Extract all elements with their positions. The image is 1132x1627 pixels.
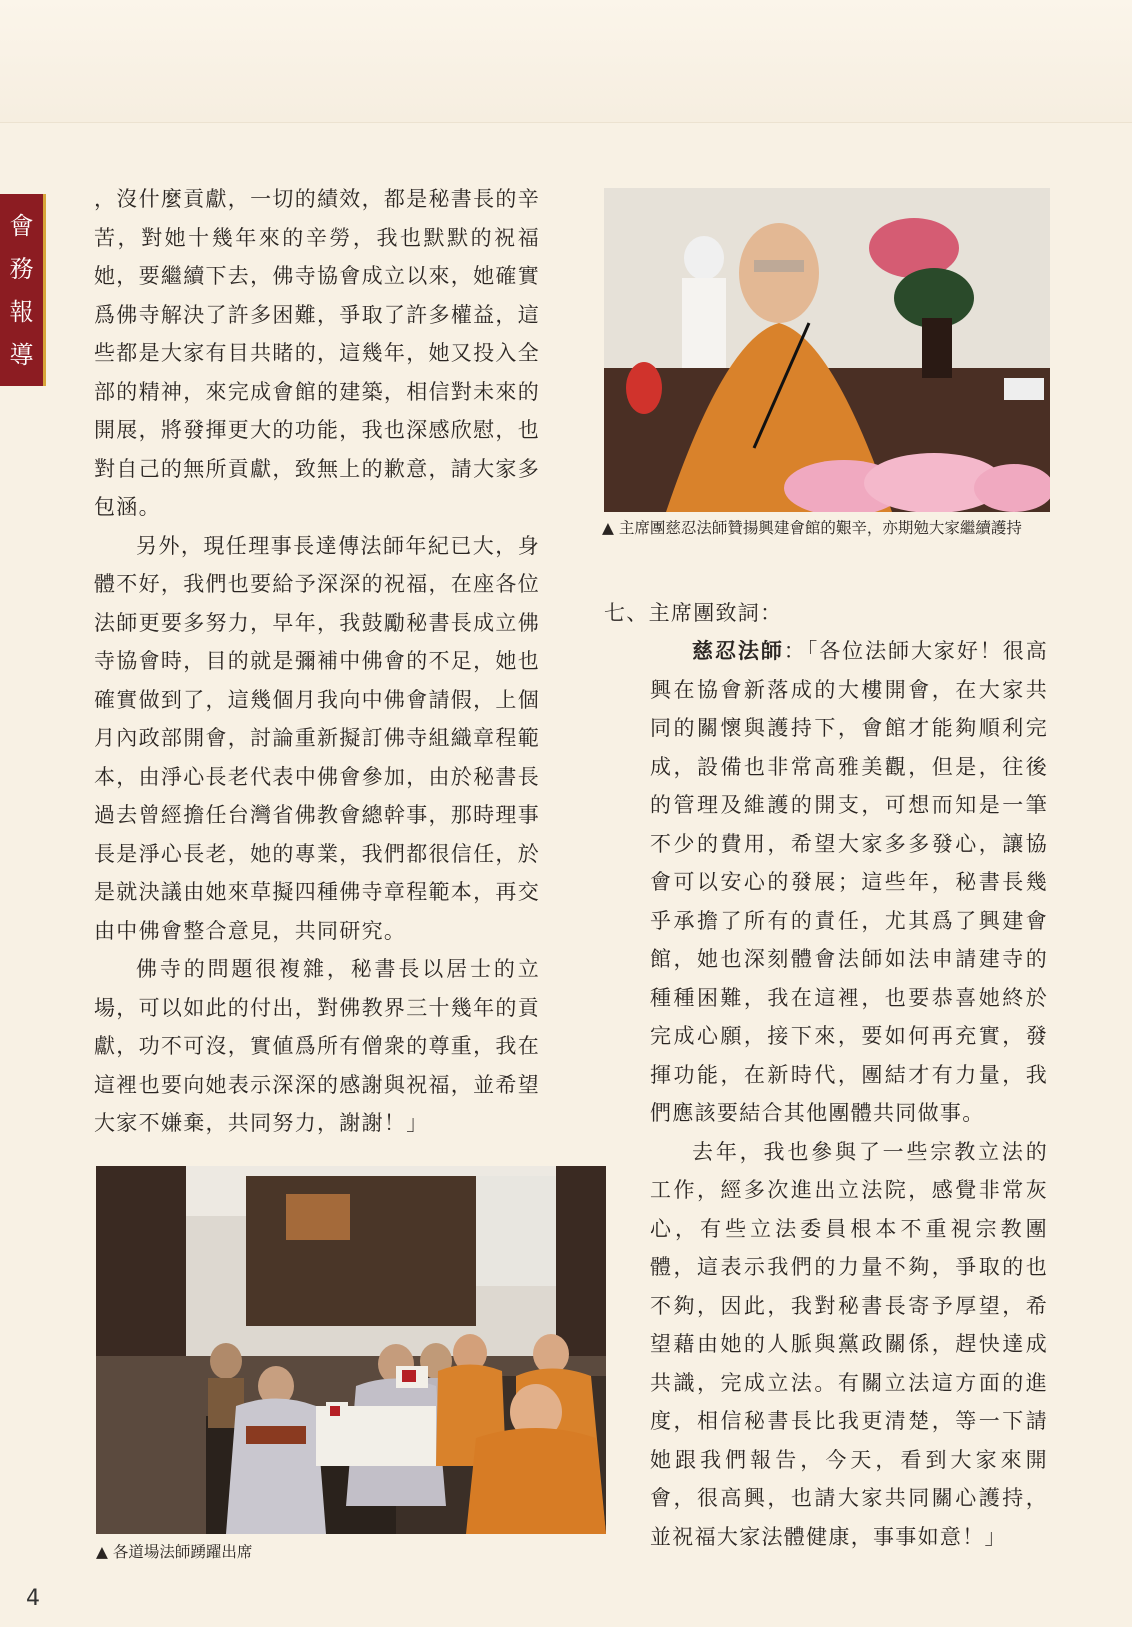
section-tab-char: 導	[9, 340, 34, 369]
meeting-photo	[96, 1166, 606, 1534]
speaker-name: 慈忍法師	[692, 638, 784, 663]
speech-text: ：「各位法師大家好！很高興在協會新落成的大樓開會，在大家共同的關懷與護持下，會館才能夠順利完成，設備也非常高雅美觀，但是，往後的管理及維護的開支，可想而知是一筆不少的費用，希望大家多多發心，讓協會可以安心的發展；這些年，秘書長幾乎承擔了所有的責任，尤其爲了興建會館，她也深刻體會法師如法申請建寺的種種困難，我在這裡，也要恭喜她終於完成心願，接下來，要如何再充實，發揮功能，在新時代，團結才有力量，我們應該要結合其他團體共同做事。	[650, 639, 1048, 1125]
meeting-photo-caption: ▲ 各道場法師踴躍出席	[96, 1543, 253, 1561]
section-tab-char: 會	[9, 211, 34, 240]
paragraph: 另外，現任理事長達傳法師年紀已大，身體不好，我們也要給予深深的祝福，在座各位法師更要多努力，早年，我鼓勵秘書長成立佛寺協會時，目的就是彌補中佛會的不足，她也確實做到了，這幾個月我向中佛會請假，上個月內政部開會，討論重新擬訂佛寺組織章程範本，由淨心長老代表中佛會參加，由於秘書長過去曾經擔任台灣省佛教會總幹事，那時理事長是淨心長老，她的專業，我們都很信任，於是就決議由她來草擬四種佛寺章程範本，再交由中佛會整合意見，共同研究。	[94, 533, 540, 943]
paragraph: 佛寺的問題很複雜，秘書長以居士的立場，可以如此的付出，對佛教界三十幾年的貢獻，功不可沒，實値爲所有僧衆的尊重，我在這裡也要向她表示深深的感謝與祝福，並希望大家不嫌棄，共同努力，謝謝！」	[94, 957, 540, 1135]
speaker-photo	[604, 188, 1050, 512]
speaker-photo-caption: ▲ 主席團慈忍法師贊揚興建會館的艱辛，亦期勉大家繼續護持	[602, 519, 1022, 537]
paragraph: ，沒什麼貢獻，一切的績效，都是秘書長的辛苦，對她十幾年來的辛勞，我也默默的祝福她，要繼續下去，佛寺協會成立以來，她確實爲佛寺解決了許多困難，爭取了許多權益，這些都是大家有目共睹的，這幾年，她又投入全部的精神，來完成會館的建築，相信對未來的開展，將發揮更大的功能，我也深感欣慰，也對自己的無所貢獻，致無上的歉意，請大家多包涵。	[94, 187, 540, 519]
section-tab	[0, 194, 46, 386]
right-column-text	[650, 632, 1048, 1556]
section-tab-char: 報	[9, 297, 34, 326]
right-column-heading-block	[604, 594, 1048, 633]
section-heading: 七、主席團致詞：	[604, 601, 783, 625]
section-tab-char: 務	[9, 254, 34, 283]
page-header-band	[0, 0, 1132, 123]
page-number: 4	[26, 1586, 40, 1611]
left-column-text	[94, 180, 540, 1143]
paragraph: 去年，我也參與了一些宗教立法的工作，經多次進出立法院，感覺非常灰心，有些立法委員根本不重視宗教團體，這表示我們的力量不夠，爭取的也不夠，因此，我對秘書長寄予厚望，希望藉由她的人脈與黨政關係，趕快達成共識，完成立法。有關立法這方面的進度，相信秘書長比我更清楚，等一下請她跟我們報告，今天，看到大家來開會，很高興，也請大家共同關心護持，並祝福大家法體健康，事事如意！」	[650, 1139, 1048, 1549]
